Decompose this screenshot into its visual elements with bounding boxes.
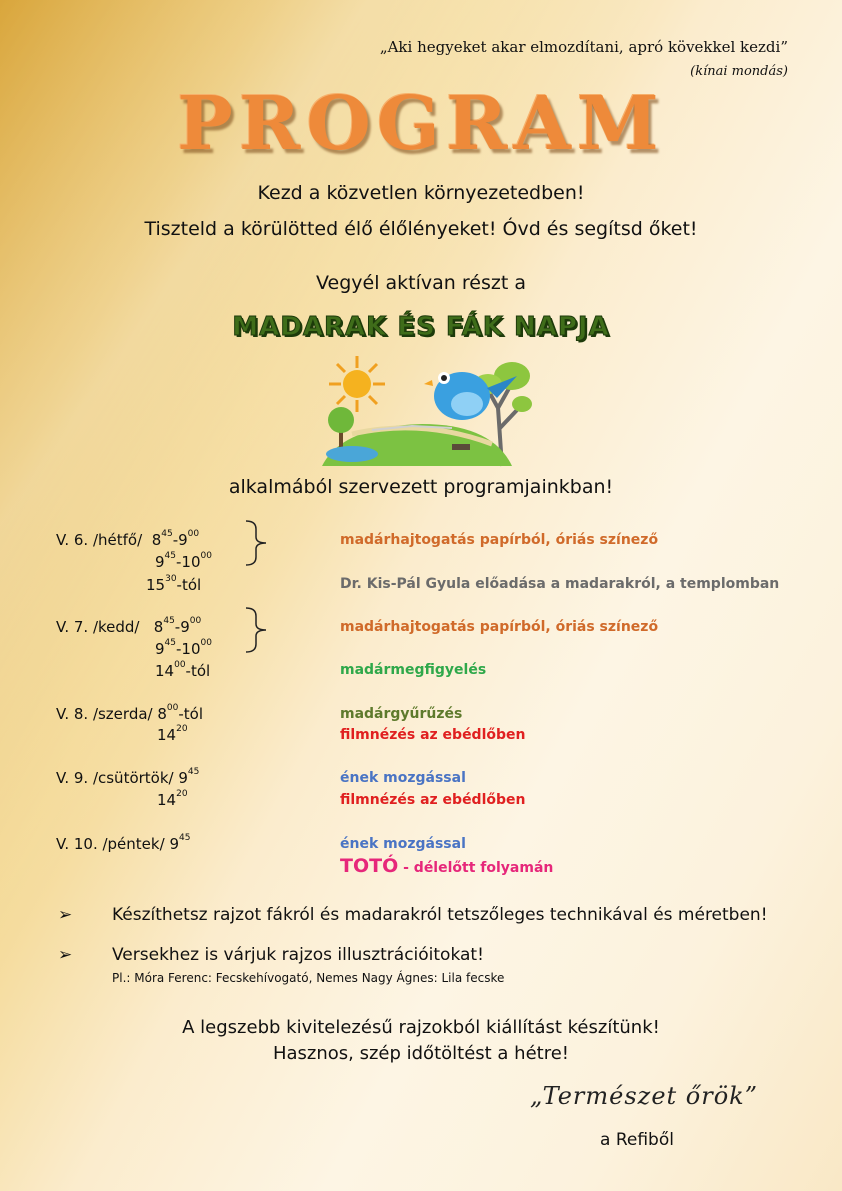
time-hour: 9: [169, 835, 179, 853]
time-hour: -10: [176, 553, 201, 571]
schedule-day-5: [56, 835, 190, 853]
closing-line-2: Hasznos, szép időtöltést a hétre!: [272, 1043, 570, 1064]
bullet-2-note: Pl.: Móra Ferenc: Fecskehívogató, Nemes Nagy Ágnes: Lila fecske: [112, 971, 505, 985]
schedule-day-2: [56, 618, 201, 636]
park-illustration: [312, 348, 532, 468]
activity: madárhajtogatás papírból, óriás színező: [340, 619, 659, 635]
toto-detail: - délelőtt folyamán: [398, 860, 554, 876]
sun-icon: [329, 356, 385, 412]
quote-source: (kínai mondás): [690, 64, 788, 79]
activity: filmnézés az ebédlőben: [340, 727, 526, 743]
time-hour: 14: [157, 726, 177, 744]
time-minute: 20: [176, 789, 188, 799]
time-minute: 45: [164, 551, 176, 561]
pond-icon: [326, 446, 378, 462]
day-label: V. 7. /kedd/: [56, 618, 140, 636]
schedule-time: [155, 553, 212, 571]
time-hour: -9: [174, 618, 190, 636]
time-suffix: -tól: [178, 705, 204, 723]
time-minute: 30: [165, 574, 177, 584]
intro-line-1: Kezd a közvetlen környezetedben!: [257, 182, 585, 204]
time-minute: 45: [164, 638, 176, 648]
signature-author: a Refiből: [600, 1130, 674, 1150]
activity: filmnézés az ebédlőben: [340, 792, 526, 808]
time-minute: 20: [176, 724, 188, 734]
schedule-time: [157, 726, 188, 744]
activity: Dr. Kis-Pál Gyula előadása a madarakról, a templomban: [340, 576, 780, 592]
time-hour: -9: [172, 531, 188, 549]
arrow-bullet-icon: ➢: [58, 945, 73, 965]
activity: madármegfigyelés: [340, 662, 487, 678]
time-hour: 8: [153, 618, 164, 636]
activity: madárhajtogatás papírból, óriás színező: [340, 532, 659, 548]
schedule-time: [155, 640, 212, 658]
time-minute: 45: [163, 616, 175, 626]
time-minute: 45: [178, 833, 191, 843]
time-hour: 9: [155, 553, 165, 571]
closing-line-1: A legszebb kivitelezésű rajzokból kiállítást készítünk!: [182, 1017, 660, 1038]
time-hour: 14: [155, 662, 175, 680]
quote-text: „Aki hegyeket akar elmozdítani, apró kövekkel kezdi”: [379, 38, 788, 56]
event-name: MADARAK ÉS FÁK NAPJA: [232, 312, 610, 342]
time-minute: 00: [187, 529, 200, 539]
toto-label: TOTÓ: [340, 855, 399, 877]
page-title: PROGRAM: [177, 81, 665, 167]
time-hour: 9: [178, 769, 188, 787]
time-suffix: -tól: [176, 576, 202, 594]
time-hour: 8: [151, 531, 162, 549]
day-label: V. 10. /péntek/: [56, 835, 165, 853]
intro-line-2: Tiszteld a körülötted élő élőlényeket! Óvd és segítsd őket!: [144, 218, 698, 240]
time-minute: 45: [187, 767, 200, 777]
intro-line-4: alkalmából szervezett programjainkban!: [228, 476, 614, 498]
day-label: V. 9. /csütörtök/: [56, 769, 174, 787]
time-hour: 8: [157, 705, 167, 723]
time-minute: 00: [200, 638, 212, 648]
time-minute: 00: [166, 703, 179, 713]
time-minute: 00: [200, 551, 212, 561]
schedule-day-1: [56, 531, 199, 549]
schedule-day-4: [56, 769, 199, 787]
activity: ének mozgással: [340, 770, 466, 786]
time-hour: 14: [157, 791, 177, 809]
signature-motto: „Természet őrök”: [530, 1082, 758, 1110]
time-hour: 15: [146, 576, 166, 594]
schedule-time: [146, 576, 201, 594]
time-minute: 45: [161, 529, 173, 539]
schedule-time: [157, 791, 188, 809]
activity: madárgyűrűzés: [340, 706, 463, 722]
bench-icon: [452, 444, 470, 450]
day-label: V. 8. /szerda/: [56, 705, 153, 723]
day-label: V. 6. /hétfő/: [56, 531, 143, 549]
time-hour: 9: [155, 640, 165, 658]
brace-icon: [244, 519, 270, 567]
bullet-1: Készíthetsz rajzot fákról és madarakról tetszőleges technikával és méretben!: [112, 905, 768, 925]
time-minute: 00: [174, 660, 186, 670]
intro-line-3: Vegyél aktívan részt a: [316, 272, 526, 294]
schedule-time: [155, 662, 210, 680]
brace-icon: [244, 606, 270, 654]
time-suffix: -tól: [185, 662, 211, 680]
bullet-2: Versekhez is várjuk rajzos illusztrációitokat!: [112, 945, 484, 965]
time-hour: -10: [176, 640, 201, 658]
activity-toto: [340, 855, 553, 877]
time-minute: 00: [189, 616, 202, 626]
schedule-day-3: [56, 705, 203, 723]
activity: ének mozgással: [340, 836, 466, 852]
arrow-bullet-icon: ➢: [58, 905, 73, 925]
